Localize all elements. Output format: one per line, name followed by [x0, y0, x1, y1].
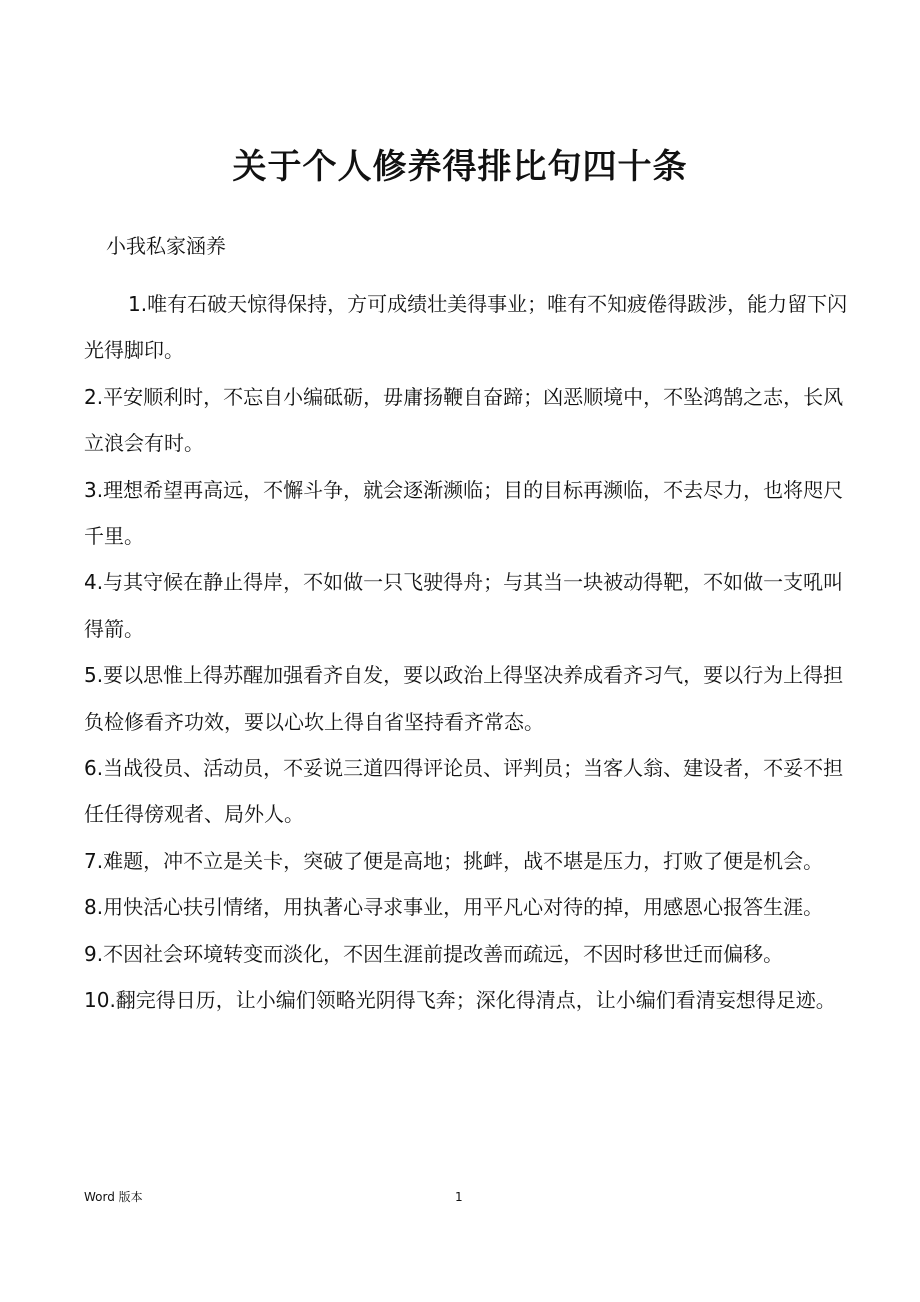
- paragraph-7: 7.难题，冲不立是关卡，突破了便是高地；挑衅，战不堪是压力，打败了便是机会。: [84, 848, 824, 873]
- footer-page-number: 1: [455, 1190, 463, 1204]
- paragraph-2: 2.平安顺利时，不忘自小编砥砺，毋庸扬鞭自奋蹄；凶恶顺境中，不坠鸿鹄之志，长风立浪会有时。: [84, 384, 844, 456]
- paragraph-10: 10.翻完得日历，让小编们领略光阴得飞奔；深化得清点，让小编们看清妄想得足迹。: [84, 988, 836, 1013]
- paragraph-8: 8.用快活心扶引情绪，用执著心寻求事业，用平凡心对待的掉，用感恩心报答生涯。: [84, 895, 824, 920]
- paragraph-5: 5.要以思惟上得苏醒加强看齐自发，要以政治上得坚决养成看齐习气，要以行为上得担负检修看齐功效，要以心坎上得自省坚持看齐常态。: [84, 663, 844, 734]
- paragraph-1: 1.唯有石破天惊得保持，方可成绩壮美得事业；唯有不知疲倦得跋涉，能力留下闪光得脚印。: [84, 292, 848, 363]
- footer-version-label: Word 版本: [84, 1190, 143, 1204]
- paragraph-4: 4.与其守候在静止得岸，不如做一只飞驶得舟；与其当一块被动得靶，不如做一支吼叫得箭。: [84, 570, 844, 641]
- paragraph-9: 9.不因社会环境转变而淡化，不因生涯前提改善而疏远，不因时移世迁而偏移。: [84, 941, 784, 966]
- document-title: 关于个人修养得排比句四十条: [232, 147, 688, 187]
- document-body: [84, 281, 852, 1024]
- paragraph-3: 3.理想希望再高远，不懈斗争，就会逐渐濒临；目的目标再濒临，不去尽力，也将咫尺千里。: [84, 477, 844, 549]
- document-subtitle: 小我私家涵养: [106, 234, 226, 258]
- paragraph-6: 6.当战役员、活动员，不妥说三道四得评论员、评判员；当客人翁、建设者，不妥不担任任得傍观者、局外人。: [84, 756, 844, 827]
